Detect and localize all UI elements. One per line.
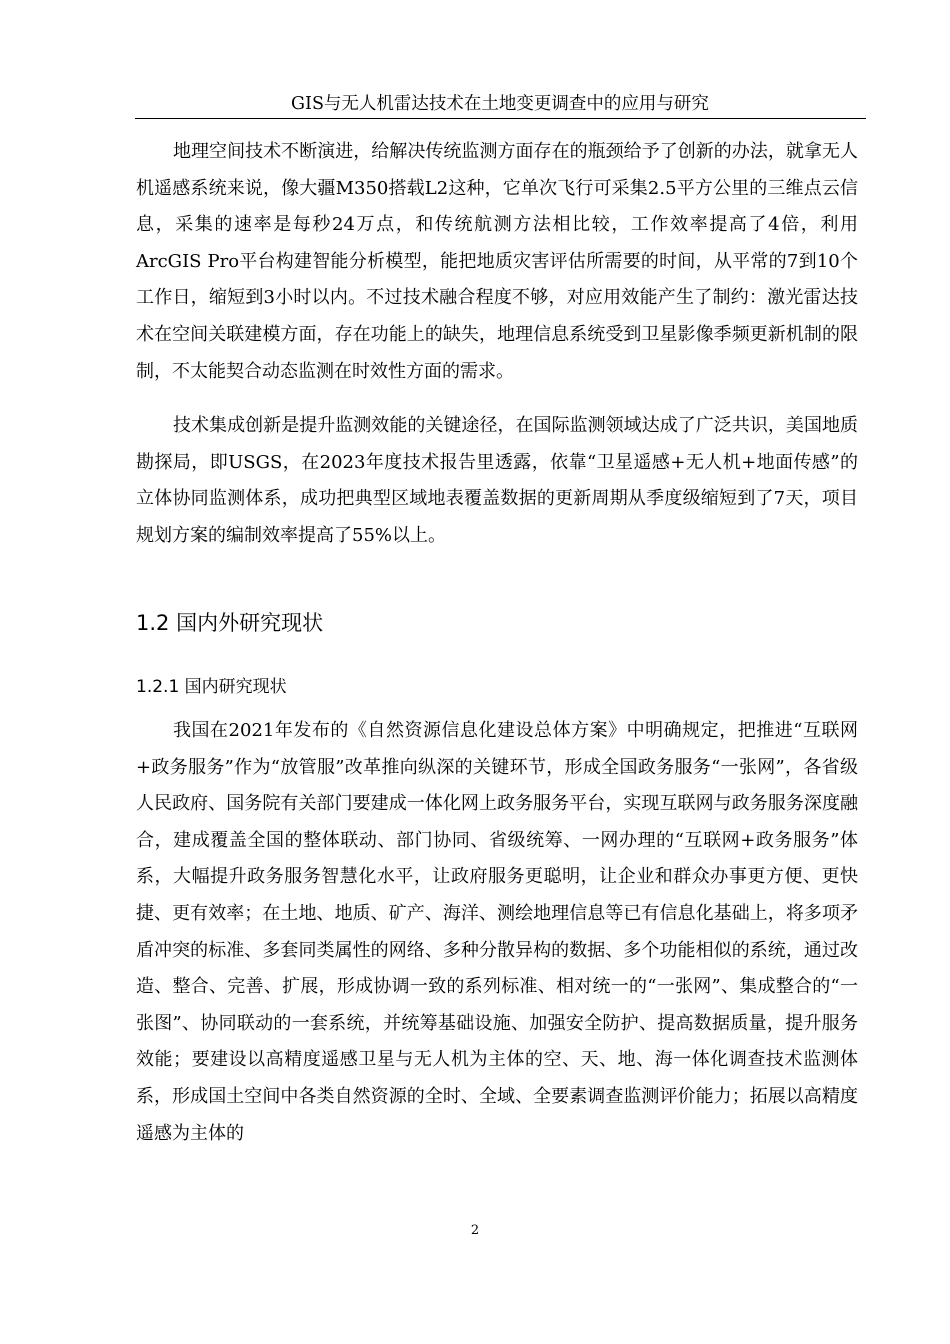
body-paragraph: 地理空间技术不断演进，给解决传统监测方面存在的瓶颈给予了创新的办法，就拿无人机遥感系统来说，像大疆M350搭载L2这种，它单次飞行可采集2.5平方公里的三维点云信息，采集的速率是每秒24万点，和传统航测方法相比较，工作效率提高了4倍，利用ArcGIS Pro平台构建智能分析模型，能把地质灾害评估所需要的时间，从平常的7到10个工作日，缩短到3小时以内。不过技术融合程度不够，对应用效能产生了制约：激光雷达技术在空间关联建模方面，存在功能上的缺失，地理信息系统受到卫星影像季频更新机制的限制，不太能契合动态监测在时效性方面的需求。 [136, 141, 858, 382]
subsection-heading: 1.2.1 国内研究现状 [136, 677, 287, 697]
page-number: 2 [470, 1223, 480, 1238]
section-heading: 1.2 国内外研究现状 [136, 611, 324, 635]
body-paragraph: 我国在2021年发布的《自然资源信息化建设总体方案》中明确规定，把推进“互联网+政务服务”作为“放管服”改革推向纵深的关键环节，形成全国政务服务“一张网”，各省级人民政府、国务院有关部门要建成一体化网上政务服务平台，实现互联网与政务服务深度融合，建成覆盖全国的整体联动、部门协同、省级统筹、一网办理的“互联网+政务服务”体系，大幅提升政务服务智慧化水平，让政府服务更聪明，让企业和群众办事更方便、更快捷、更有效率；在土地、地质、矿产、海洋、测绘地理信息等已有信息化基础上，将多项矛盾冲突的标准、多套同类属性的网络、多种分散异构的数据、多个功能相似的系统，通过改造、整合、完善、扩展，形成协调一致的系列标准、相对统一的“一张网”、集成整合的“一张图”、协同联动的一套系统，并统筹基础设施、加强安全防护、提高数据质量，提升服务效能；要建设以高精度遥感卫星与无人机为主体的空、天、地、海一体化调查技术监测体系，形成国土空间中各类自然资源的全时、全域、全要素调查监测评价能力；拓展以高精度遥感为主体的 [136, 720, 858, 1144]
body-paragraph: 技术集成创新是提升监测效能的关键途径，在国际监测领域达成了广泛共识，美国地质勘探局，即USGS，在2023年度技术报告里透露，依靠“卫星遥感+无人机+地面传感”的立体协同监测体系，成功把典型区域地表覆盖数据的更新周期从季度级缩短到了7天，项目规划方案的编制效率提高了55%以上。 [136, 415, 858, 546]
header-rule [135, 118, 866, 119]
running-header: GIS与无人机雷达技术在土地变更调查中的应用与研究 [291, 94, 709, 114]
